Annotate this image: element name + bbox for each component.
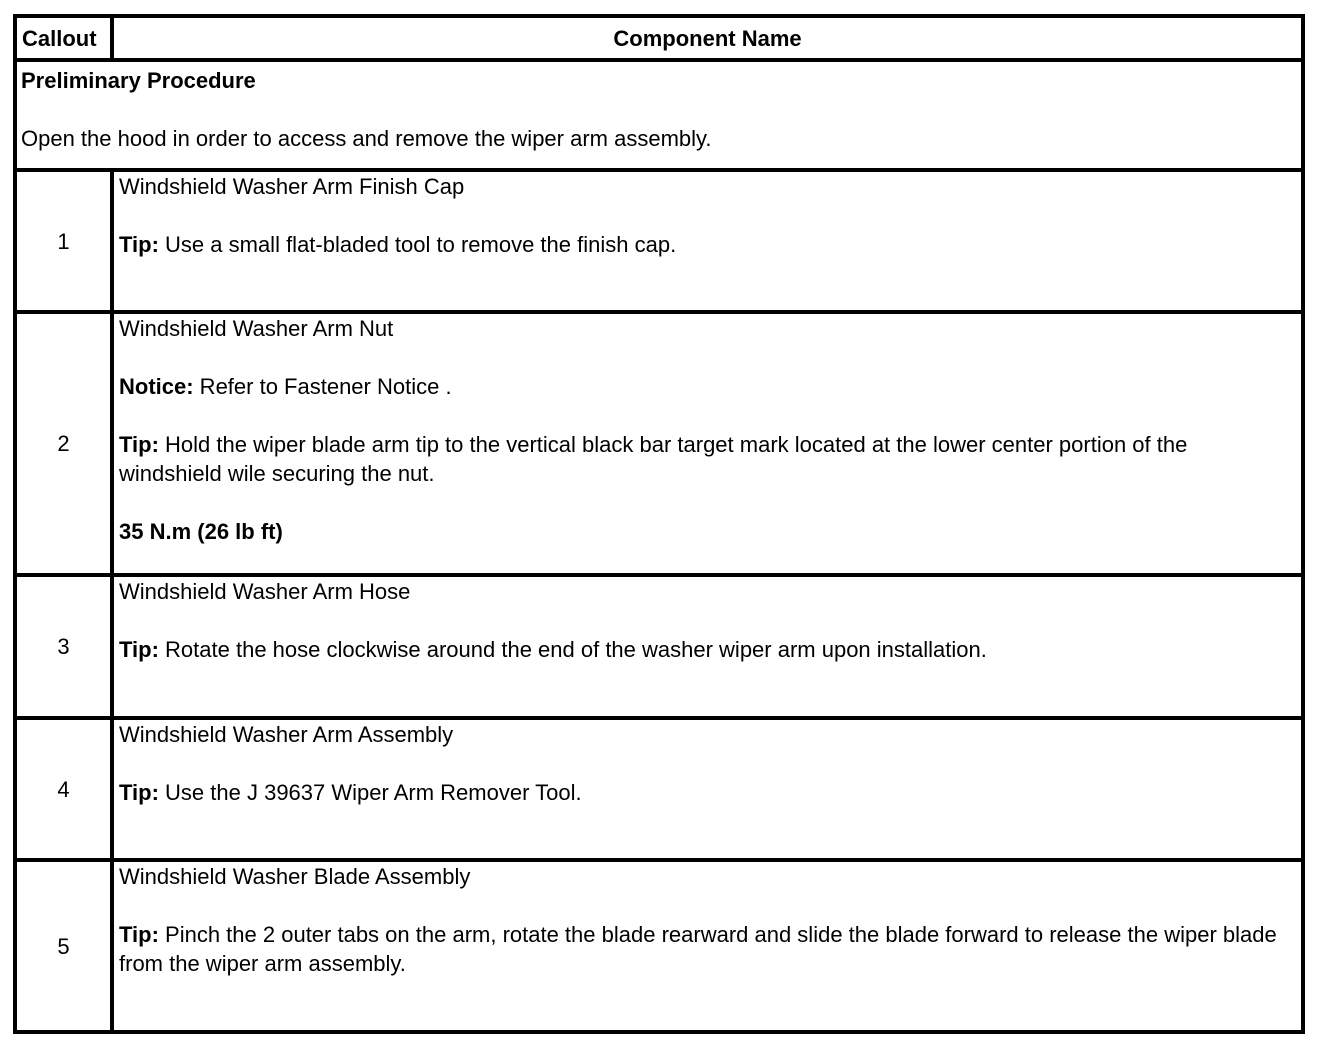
callout-number: 3 xyxy=(15,575,112,718)
preliminary-text: Open the hood in order to access and remove the wiper arm assembly. xyxy=(21,126,712,151)
component-cell xyxy=(112,575,1303,718)
torque-spec: 35 N.m (26 lb ft) xyxy=(119,519,283,544)
procedure-table xyxy=(13,14,1305,1034)
callout-header: Callout xyxy=(15,16,112,60)
component-cell xyxy=(112,170,1303,312)
tip-text xyxy=(119,230,1296,259)
callout-number: 1 xyxy=(15,170,112,312)
tip-text xyxy=(119,430,1296,488)
notice-text xyxy=(119,372,1296,401)
callout-number: 2 xyxy=(15,312,112,575)
component-cell xyxy=(112,860,1303,1032)
table-row xyxy=(15,170,1303,312)
table-row xyxy=(15,860,1303,1032)
tip-body: Rotate the hose clockwise around the end of the washer wiper arm upon installation. xyxy=(158,637,987,662)
tip-label: Tip: xyxy=(119,637,159,662)
preliminary-title: Preliminary Procedure xyxy=(21,68,256,93)
table-row xyxy=(15,575,1303,718)
tip-label: Tip: xyxy=(119,432,159,457)
tip-body: Pinch the 2 outer tabs on the arm, rotate the blade rearward and slide the blade forward to release the wiper blade from the wiper arm assembly. xyxy=(119,922,1277,976)
tip-label: Tip: xyxy=(119,780,159,805)
table-row xyxy=(15,312,1303,575)
tip-text xyxy=(119,920,1296,978)
tip-text xyxy=(119,778,1296,807)
tip-label: Tip: xyxy=(119,232,159,257)
component-name: Windshield Washer Arm Finish Cap xyxy=(119,174,465,199)
component-name: Windshield Washer Arm Hose xyxy=(119,579,411,604)
callout-number: 4 xyxy=(15,718,112,860)
notice-label: Notice: xyxy=(119,374,194,399)
tip-body: Use a small flat-bladed tool to remove the finish cap. xyxy=(158,232,677,257)
component-name: Windshield Washer Arm Assembly xyxy=(119,722,454,747)
component-cell xyxy=(112,718,1303,860)
preliminary-cell xyxy=(15,60,1303,170)
tip-label: Tip: xyxy=(119,922,159,947)
component-name-header: Component Name xyxy=(112,16,1303,60)
callout-number: 5 xyxy=(15,860,112,1032)
component-name: Windshield Washer Blade Assembly xyxy=(119,864,471,889)
header-row xyxy=(15,16,1303,60)
tip-text xyxy=(119,635,1296,664)
tip-body: Use the J 39637 Wiper Arm Remover Tool. xyxy=(158,780,582,805)
table-row xyxy=(15,718,1303,860)
component-cell xyxy=(112,312,1303,575)
preliminary-row xyxy=(15,60,1303,170)
tip-body: Hold the wiper blade arm tip to the vertical black bar target mark located at the lower center portion of the windshield wile securing the nut. xyxy=(119,432,1188,486)
notice-body: Refer to Fastener Notice . xyxy=(193,374,452,399)
component-name: Windshield Washer Arm Nut xyxy=(119,316,394,341)
